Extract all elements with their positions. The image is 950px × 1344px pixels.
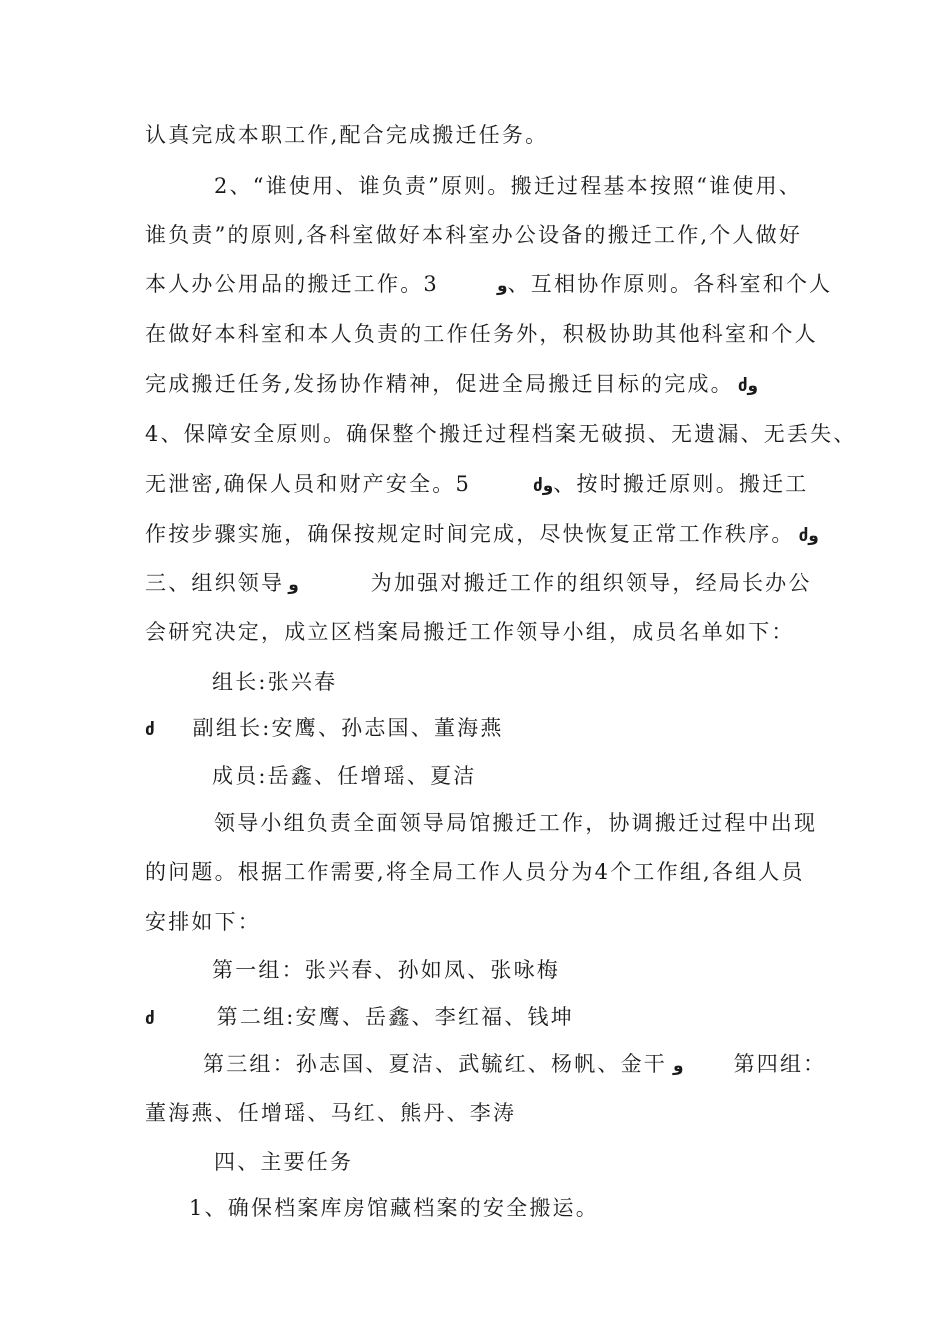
margin-mark-icon: و bbox=[496, 276, 508, 296]
margin-mark-icon: ძ bbox=[145, 1009, 155, 1029]
text-line-2: 2、“谁使用、谁负责”原则。搬迁过程基本按照“谁使用、 bbox=[214, 174, 802, 198]
text-line-22: 1、确保档案库房馆藏档案的安全搬运。 bbox=[189, 1196, 599, 1220]
text-line-16: 的问题。根据工作需要,将全局工作人员分为4个工作组,各组人员 bbox=[145, 860, 805, 884]
text-line-7: 4、保障安全原则。确保整个搬迁过程档案无破损、无遗漏、无丢失、 bbox=[145, 422, 857, 446]
text-line-6: 完成搬迁任务,发扬协作精神，促进全局搬迁目标的完成。 ძو bbox=[145, 372, 759, 396]
text-line-3: 谁负责”的原则,各科室做好本科室办公设备的搬迁工作,个人做好 bbox=[145, 223, 803, 247]
text-line-14: 成员:岳鑫、任增瑶、夏洁 bbox=[212, 764, 477, 788]
margin-mark-icon: ძ bbox=[145, 720, 155, 740]
text-line-10: 三、组织领导 و 为加强对搬迁工作的组织领导，经局长办公 bbox=[145, 571, 812, 595]
text-line-1: 认真完成本职工作,配合完成搬迁任务。 bbox=[145, 123, 549, 147]
text-line-19: ძ 第二组:安鹰、岳鑫、李红福、钱坤 bbox=[145, 1005, 574, 1029]
margin-mark-icon: ძو bbox=[533, 476, 554, 496]
text-line-17: 安排如下： bbox=[145, 910, 261, 934]
text-line-20: 第三组：孙志国、夏洁、武毓红、杨帆、金干 و 第四组： bbox=[203, 1052, 827, 1076]
margin-mark-icon: ძو bbox=[798, 526, 819, 546]
text-line-8: 无泄密,确保人员和财产安全。5 ძو、按时搬迁原则。搬迁工 bbox=[145, 472, 809, 496]
text-line-13: ძ 副组长:安鹰、孙志国、董海燕 bbox=[145, 716, 504, 740]
text-line-21: 董海燕、任增瑶、马红、熊丹、李涛 bbox=[145, 1101, 517, 1125]
section-heading: 四、主要任务 bbox=[214, 1150, 354, 1174]
text-line-11: 会研究决定，成立区档案局搬迁工作领导小组，成员名单如下： bbox=[145, 620, 795, 644]
margin-mark-icon: و bbox=[673, 1056, 684, 1076]
text-line-5: 在做好本科室和本人负责的工作任务外，积极协助其他科室和个人 bbox=[145, 322, 818, 346]
text-line-9: 作按步骤实施，确保按规定时间完成，尽快恢复正常工作秩序。 ძو bbox=[145, 522, 819, 546]
margin-mark-icon: و bbox=[288, 575, 299, 595]
text-line-12: 组长:张兴春 bbox=[212, 670, 338, 694]
margin-mark-icon: ძو bbox=[737, 376, 759, 396]
text-line-15: 领导小组负责全面领导局馆搬迁工作，协调搬迁过程中出现 bbox=[214, 811, 818, 835]
text-line-18: 第一组：张兴春、孙如凤、张咏梅 bbox=[212, 958, 560, 982]
text-line-4: 本人办公用品的搬迁工作。3 و、互相协作原则。各科室和个人 bbox=[145, 272, 833, 296]
